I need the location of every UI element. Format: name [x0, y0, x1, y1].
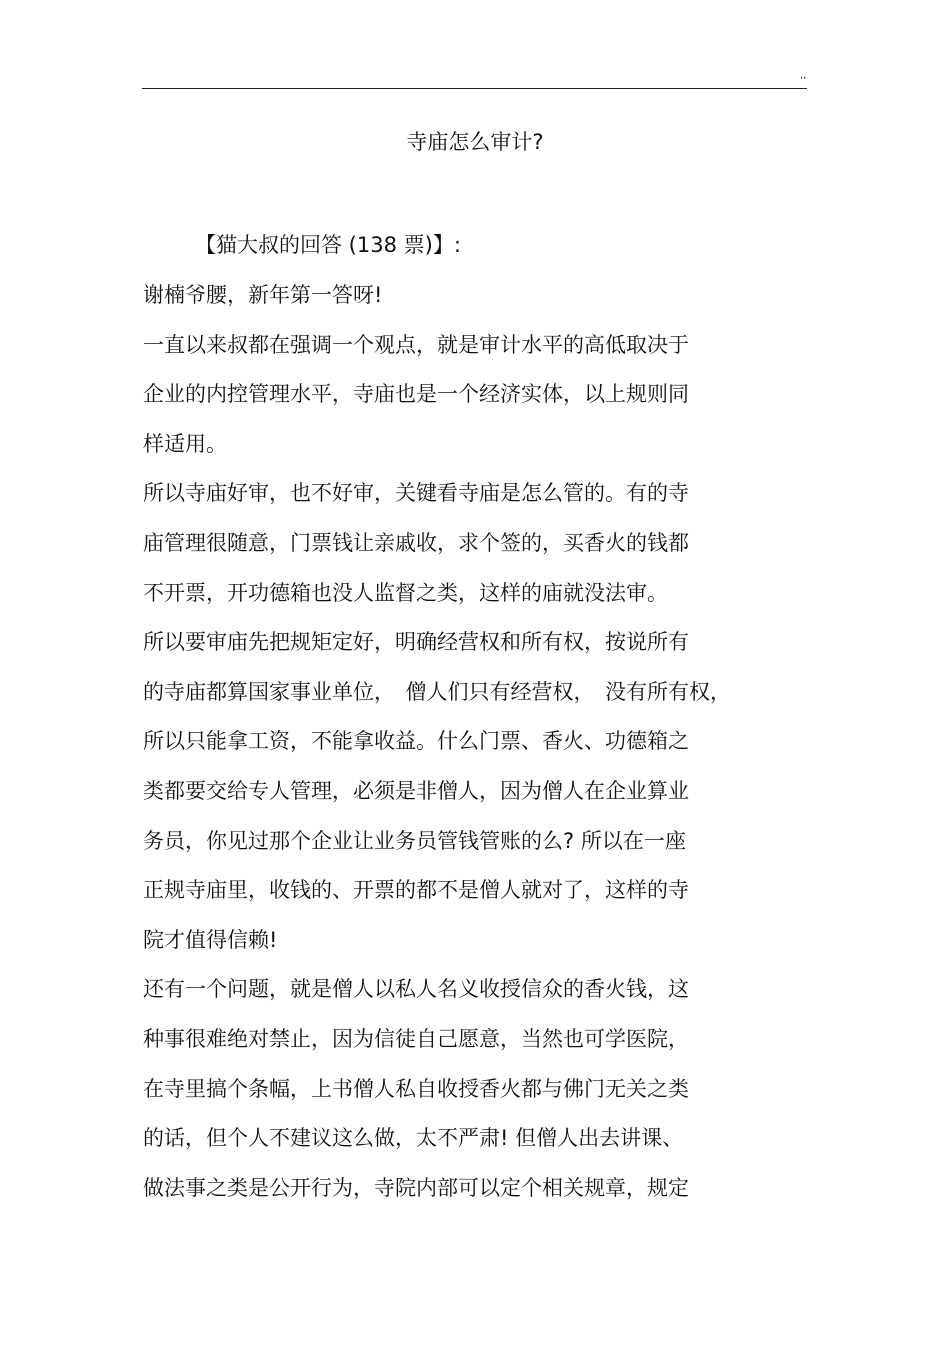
header-rule — [142, 88, 807, 89]
text-line: 务员，你见过那个企业让业务员管钱管账的么? 所以在一座 — [143, 828, 686, 853]
text-line: 做法事之类是公开行为，寺院内部可以定个相关规章，规定 — [143, 1175, 689, 1200]
text-line: 不开票，开功德箱也没人监督之类，这样的庙就没法审。 — [143, 580, 668, 605]
text-line: 谢楠爷腰，新年第一答呀! — [143, 283, 383, 307]
text-line: 企业的内控管理水平，寺庙也是一个经济实体，以上规则同 — [143, 382, 689, 407]
text-line: 在寺里搞个条幅，上书僧人私自收授香火都与佛门无关之类 — [143, 1076, 689, 1101]
text-line: 所以寺庙好审，也不好审，关键看寺庙是怎么管的。有的寺 — [143, 481, 689, 506]
text-line: 所以只能拿工资，不能拿收益。什么门票、香火、功德箱之 — [143, 729, 689, 754]
text-line: 正规寺庙里，收钱的、开票的都不是僧人就对了，这样的寺 — [143, 878, 689, 903]
text-line: 类都要交给专人管理，必须是非僧人，因为僧人在企业算业 — [143, 778, 689, 803]
text-line: 一直以来叔都在强调一个观点，就是审计水平的高低取决于 — [143, 332, 689, 357]
text-line: 院才值得信赖! — [143, 927, 278, 952]
text-line: 的寺庙都算国家事业单位， 僧人们只有经营权， 没有所有权， — [143, 679, 731, 704]
text-line: 庙管理很随意，门票钱让亲戚收，求个签的，买香火的钱都 — [143, 530, 689, 555]
document-title: 寺庙怎么审计? — [406, 130, 544, 154]
text-line: 还有一个问题，就是僧人以私人名义收授信众的香火钱，这 — [143, 977, 689, 1002]
text-line: 样适用。 — [143, 431, 227, 456]
header-mark: ,, — [800, 70, 807, 81]
text-line: 的话，但个人不建议这么做，太不严肃! 但僧人出去讲课、 — [143, 1126, 684, 1151]
answer-header: 【猫大叔的回答 (138 票)】: — [195, 233, 461, 257]
body-text — [143, 281, 803, 1223]
text-line: 所以要审庙先把规矩定好，明确经营权和所有权，按说所有 — [143, 630, 689, 655]
text-line: 种事很难绝对禁止，因为信徒自己愿意，当然也可学医院， — [143, 1026, 689, 1051]
